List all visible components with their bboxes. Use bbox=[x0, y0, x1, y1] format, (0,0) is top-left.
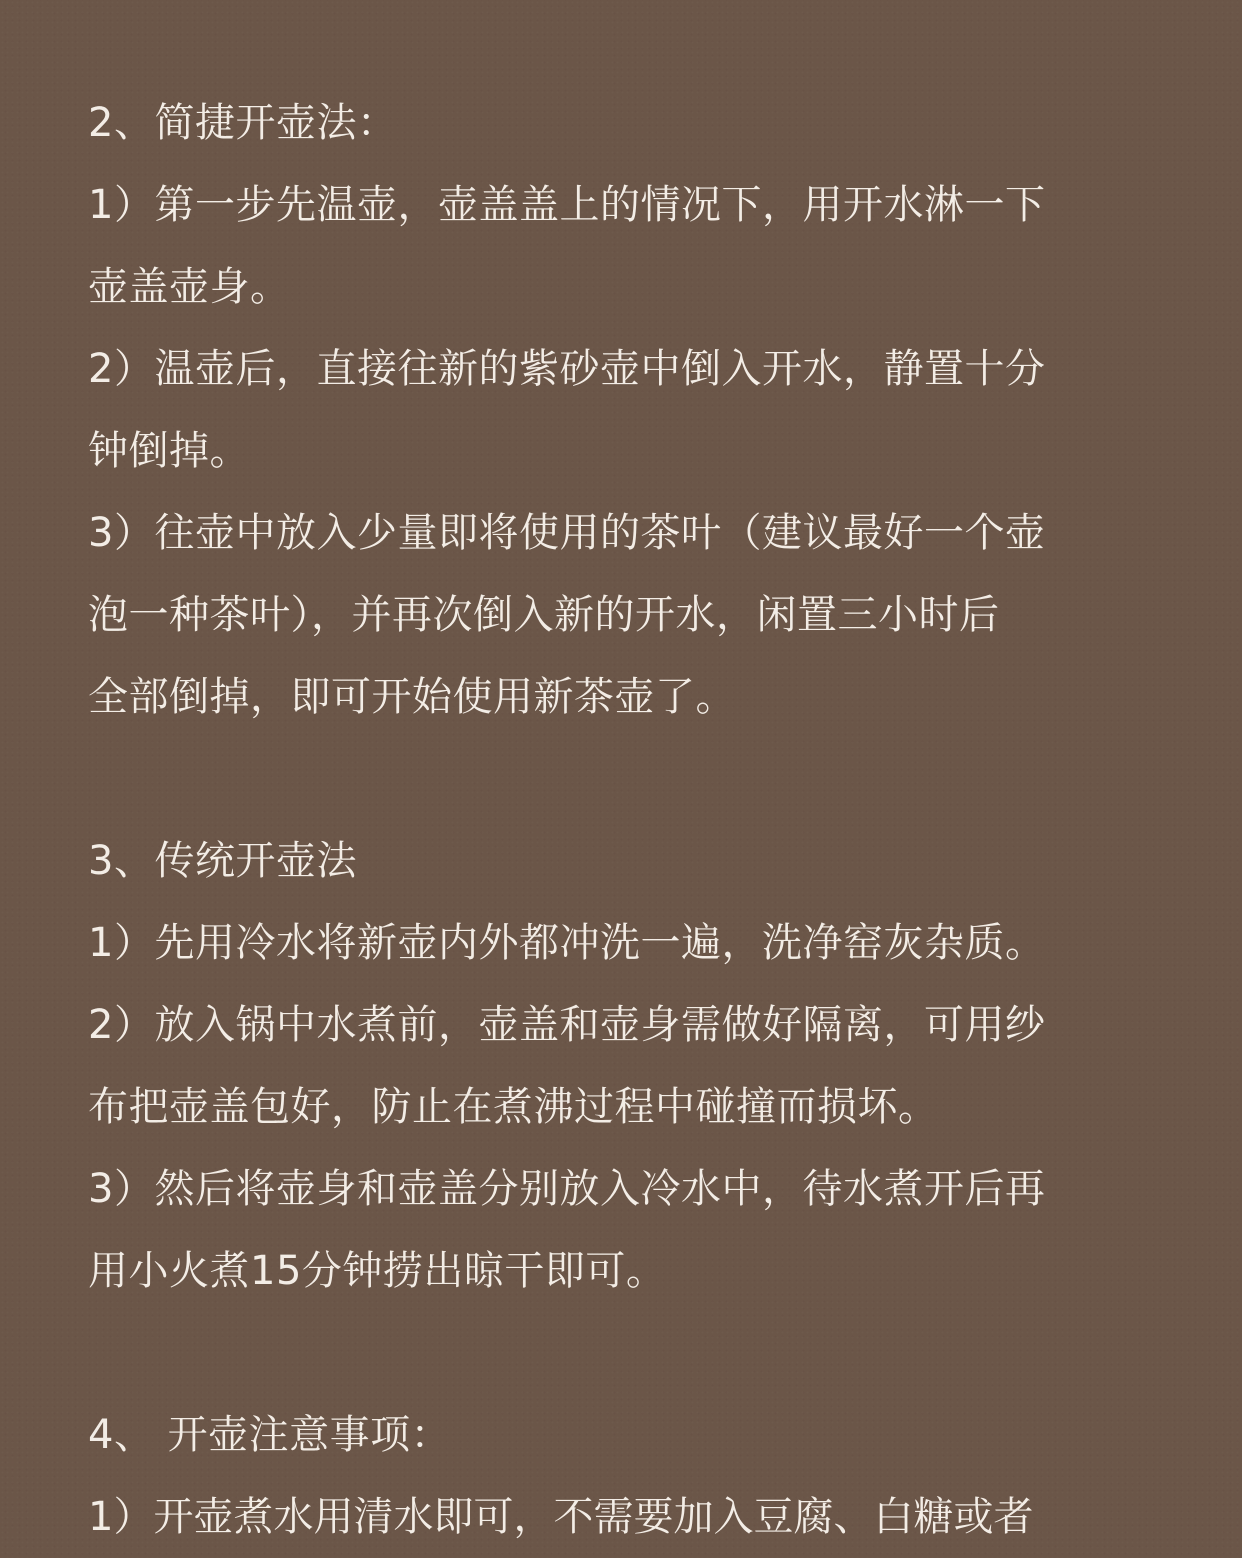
paragraph-line: 3）往壶中放入少量即将使用的茶叶（建议最好一个壶 bbox=[88, 510, 1046, 556]
section-precautions bbox=[88, 1394, 1194, 1558]
paragraph-line: 1）第一步先温壶，壶盖盖上的情况下，用开水淋一下 bbox=[88, 182, 1046, 228]
section-heading: 4、 开壶注意事项： bbox=[88, 1412, 452, 1458]
paragraph-line: 1）开壶煮水用清水即可，不需要加入豆腐、白糖或者 bbox=[88, 1494, 1034, 1540]
paragraph-line: 钟倒掉。 bbox=[88, 428, 250, 474]
paragraph-line: 1）先用冷水将新壶内外都冲洗一遍，洗净窑灰杂质。 bbox=[88, 920, 1046, 966]
section-simple-method bbox=[88, 82, 1194, 738]
section-heading: 3、传统开壶法 bbox=[88, 838, 357, 884]
section-spacer bbox=[88, 738, 1194, 820]
paragraph-line: 2）放入锅中水煮前，壶盖和壶身需做好隔离，可用纱 bbox=[88, 1002, 1046, 1048]
section-spacer bbox=[88, 1312, 1194, 1394]
paragraph-line: 3）然后将壶身和壶盖分别放入冷水中，待水煮开后再 bbox=[88, 1166, 1046, 1212]
paragraph-line: 全部倒掉，即可开始使用新茶壶了。 bbox=[88, 674, 736, 720]
paragraph-line: 用小火煮15分钟捞出晾干即可。 bbox=[88, 1248, 667, 1294]
section-heading: 2、简捷开壶法： bbox=[88, 100, 398, 146]
paragraph-line: 布把壶盖包好，防止在煮沸过程中碰撞而损坏。 bbox=[88, 1084, 939, 1130]
paragraph-line: 壶盖壶身。 bbox=[88, 264, 291, 310]
paragraph-line: 2）温壶后，直接往新的紫砂壶中倒入开水，静置十分 bbox=[88, 346, 1046, 392]
paragraph-line: 泡一种茶叶），并再次倒入新的开水，闲置三小时后 bbox=[88, 592, 1000, 638]
section-traditional-method bbox=[88, 820, 1194, 1312]
